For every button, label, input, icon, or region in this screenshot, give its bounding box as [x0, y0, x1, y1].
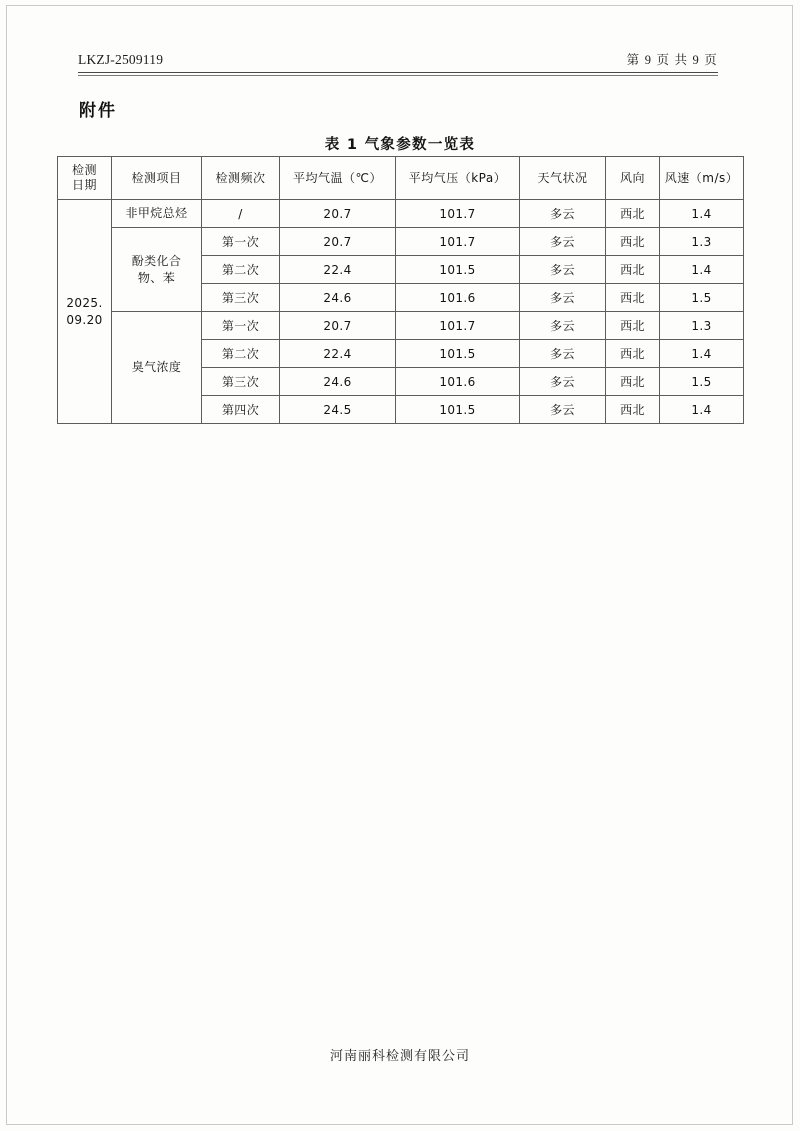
meteorological-table-wrapper — [57, 156, 743, 424]
cell-item-line: 物、苯 — [137, 270, 176, 285]
cell-wind-direction: 西北 — [606, 228, 660, 256]
cell-wind-direction: 西北 — [606, 396, 660, 424]
cell-frequency: 第二次 — [202, 256, 280, 284]
cell-temperature: 22.4 — [280, 256, 396, 284]
cell-wind-direction: 西北 — [606, 284, 660, 312]
cell-frequency: 第一次 — [202, 228, 280, 256]
cell-wind-direction: 西北 — [606, 340, 660, 368]
cell-item — [112, 312, 202, 424]
cell-wind-direction: 西北 — [606, 256, 660, 284]
cell-item-line: 酚类化合 — [131, 253, 182, 268]
cell-date — [58, 200, 112, 424]
cell-weather: 多云 — [520, 368, 606, 396]
cell-temperature: 20.7 — [280, 228, 396, 256]
column-header-date — [58, 157, 112, 200]
cell-temperature: 24.6 — [280, 368, 396, 396]
cell-pressure: 101.5 — [396, 396, 520, 424]
attachment-heading: 附件 — [79, 101, 117, 121]
column-header-date-line2: 日期 — [71, 178, 97, 192]
cell-temperature: 20.7 — [280, 312, 396, 340]
cell-wind-direction: 西北 — [606, 200, 660, 228]
table-row — [58, 200, 744, 228]
cell-weather: 多云 — [520, 284, 606, 312]
document-code: LKZJ-2509119 — [78, 52, 164, 67]
header-divider-secondary — [78, 75, 718, 76]
header-divider — [78, 72, 718, 73]
cell-wind-speed: 1.5 — [660, 284, 744, 312]
cell-wind-speed: 1.5 — [660, 368, 744, 396]
cell-wind-speed: 1.4 — [660, 256, 744, 284]
cell-weather: 多云 — [520, 312, 606, 340]
cell-temperature: 22.4 — [280, 340, 396, 368]
column-header-item: 检测项目 — [112, 157, 202, 200]
column-header-wind-direction: 风向 — [606, 157, 660, 200]
page-header — [78, 50, 718, 68]
cell-wind-speed: 1.3 — [660, 312, 744, 340]
cell-pressure: 101.7 — [396, 228, 520, 256]
cell-frequency: 第三次 — [202, 368, 280, 396]
cell-item — [112, 228, 202, 312]
cell-item — [112, 200, 202, 228]
table-row — [58, 312, 744, 340]
column-header-wind-speed: 风速（m/s） — [660, 157, 744, 200]
cell-temperature: 20.7 — [280, 200, 396, 228]
cell-frequency: 第三次 — [202, 284, 280, 312]
cell-frequency: 第四次 — [202, 396, 280, 424]
cell-frequency: / — [202, 200, 280, 228]
column-header-temperature: 平均气温（℃） — [280, 157, 396, 200]
cell-weather: 多云 — [520, 256, 606, 284]
column-header-weather: 天气状况 — [520, 157, 606, 200]
cell-wind-speed: 1.3 — [660, 228, 744, 256]
cell-frequency: 第二次 — [202, 340, 280, 368]
table-title: 表 1 气象参数一览表 — [324, 137, 476, 153]
page-footer — [0, 1045, 800, 1064]
column-header-pressure: 平均气压（kPa） — [396, 157, 520, 200]
cell-pressure: 101.6 — [396, 368, 520, 396]
cell-date-line1: 2025. — [66, 296, 103, 311]
cell-weather: 多云 — [520, 340, 606, 368]
cell-wind-direction: 西北 — [606, 312, 660, 340]
cell-date-line2: 09.20 — [66, 312, 103, 327]
cell-temperature: 24.5 — [280, 396, 396, 424]
cell-wind-speed: 1.4 — [660, 396, 744, 424]
cell-item-line: 臭气浓度 — [131, 360, 182, 375]
table-header-row — [58, 157, 744, 200]
cell-frequency: 第一次 — [202, 312, 280, 340]
cell-pressure: 101.7 — [396, 200, 520, 228]
cell-temperature: 24.6 — [280, 284, 396, 312]
cell-weather: 多云 — [520, 200, 606, 228]
cell-weather: 多云 — [520, 396, 606, 424]
cell-weather: 多云 — [520, 228, 606, 256]
cell-wind-speed: 1.4 — [660, 200, 744, 228]
cell-pressure: 101.6 — [396, 284, 520, 312]
meteorological-parameters-table — [57, 156, 744, 424]
table-row — [58, 228, 744, 256]
column-header-frequency: 检测频次 — [202, 157, 280, 200]
cell-wind-speed: 1.4 — [660, 340, 744, 368]
cell-item-line: 非甲烷总烃 — [125, 206, 188, 221]
page-number: 第 9 页 共 9 页 — [626, 53, 718, 67]
cell-pressure: 101.5 — [396, 340, 520, 368]
company-name: 河南丽科检测有限公司 — [329, 1049, 470, 1064]
cell-pressure: 101.7 — [396, 312, 520, 340]
cell-wind-direction: 西北 — [606, 368, 660, 396]
cell-pressure: 101.5 — [396, 256, 520, 284]
column-header-date-line1: 检测 — [71, 163, 97, 177]
